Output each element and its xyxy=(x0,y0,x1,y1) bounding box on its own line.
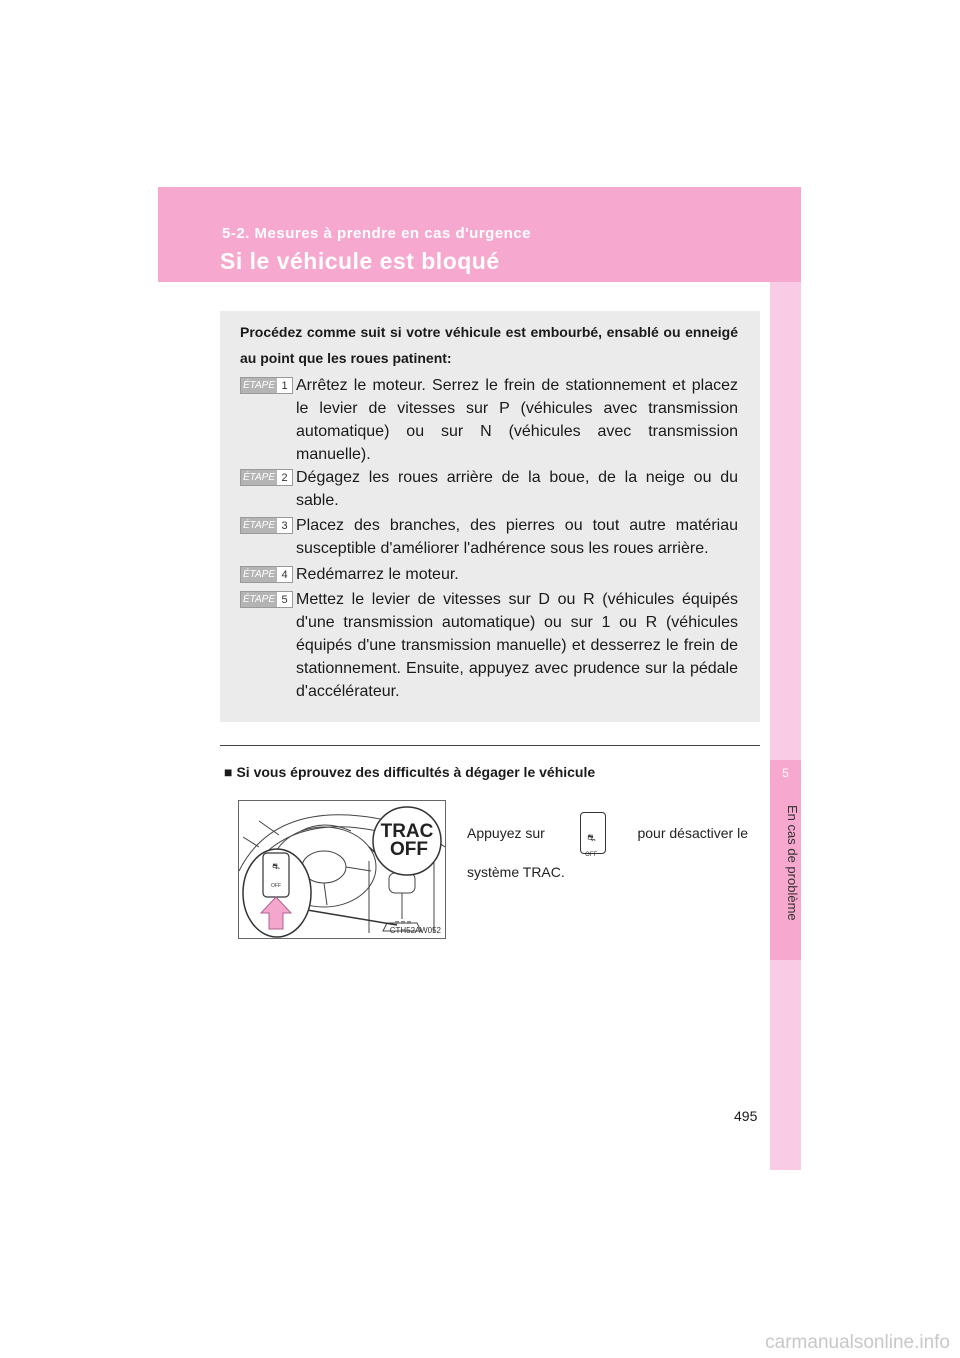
skid-car-icon: ⛐ xyxy=(272,861,280,871)
step-badge-number: 1 xyxy=(277,378,292,393)
step-2 xyxy=(240,466,738,512)
step-badge-label: ÉTAPE xyxy=(242,380,276,391)
square-bullet-icon: ■ xyxy=(224,764,233,780)
page-number: 495 xyxy=(734,1108,758,1124)
step-1 xyxy=(240,374,738,466)
step-badge xyxy=(240,377,293,394)
dashboard-illustration xyxy=(238,800,446,939)
step-badge-label: ÉTAPE xyxy=(242,472,276,483)
step-5 xyxy=(240,588,738,703)
step-text: Placez des branches, des pierres ou tout autre matériau susceptible d'améliorer l'adhérence sous les roues arrière. xyxy=(296,517,738,557)
note-paragraph xyxy=(467,812,748,890)
procedure-intro: Procédez comme suit si votre véhicule est embourbé, ensablé ou enneigé au point que les roues patinent: xyxy=(240,324,738,366)
step-text: Mettez le levier de vitesses sur D ou R (véhicules équipés d'une transmission automatique) ou sur 1 ou R (véhicules équipés d'une transmission manuelle) et desserrez le frein de stationnement. Ensuite, appuyez avec prudence sur la pédale d'accélérateur. xyxy=(296,591,738,700)
watermark: carmanualsonline.info xyxy=(765,1332,950,1353)
step-badge-label: ÉTAPE xyxy=(242,520,276,531)
button-off-label: OFF xyxy=(271,883,281,889)
step-badge-number: 5 xyxy=(277,592,292,607)
page-title: Si le véhicule est bloqué xyxy=(220,248,500,274)
note-heading-text: Si vous éprouvez des difficultés à dégager le véhicule xyxy=(236,764,596,780)
chapter-number: 5 xyxy=(782,766,789,780)
side-strip xyxy=(770,282,801,1170)
callout-line-1: TRAC xyxy=(380,821,434,842)
callout-line-2: OFF xyxy=(390,839,428,860)
note-text-after: pour désactiver le xyxy=(637,825,748,841)
note-text-line2: système TRAC. xyxy=(467,864,565,880)
inline-button-off-label: OFF xyxy=(585,852,598,858)
step-3 xyxy=(240,514,738,560)
section-label: 5-2. Mesures à prendre en cas d'urgence xyxy=(222,225,532,242)
step-4 xyxy=(240,563,738,586)
step-badge-number: 3 xyxy=(277,518,292,533)
note-heading xyxy=(224,764,595,780)
step-badge-label: ÉTAPE xyxy=(242,569,276,580)
step-text: Arrêtez le moteur. Serrez le frein de stationnement et placez le levier de vitesses sur P (véhicules avec transmission automatique) ou sur N (véhicules avec transmission manuelle). xyxy=(296,377,738,463)
dashboard-drawing xyxy=(239,801,445,938)
note-text-before: Appuyez sur xyxy=(467,825,545,841)
step-text: Redémarrez le moteur. xyxy=(296,566,459,583)
chapter-title: En cas de problème xyxy=(785,805,800,921)
step-badge xyxy=(240,517,293,534)
step-badge xyxy=(240,469,293,486)
step-badge-number: 4 xyxy=(277,567,292,582)
step-text: Dégagez les roues arrière de la boue, de la neige ou du sable. xyxy=(296,469,738,509)
trac-button-drawing xyxy=(263,853,289,897)
step-badge xyxy=(240,591,293,608)
divider xyxy=(220,745,760,746)
figure-code: CTH52AW052 xyxy=(389,926,441,935)
step-badge xyxy=(240,566,293,583)
step-badge-label: ÉTAPE xyxy=(242,594,276,605)
step-badge-number: 2 xyxy=(277,470,292,485)
trac-off-button-icon: ⛐ OFF xyxy=(580,812,606,854)
